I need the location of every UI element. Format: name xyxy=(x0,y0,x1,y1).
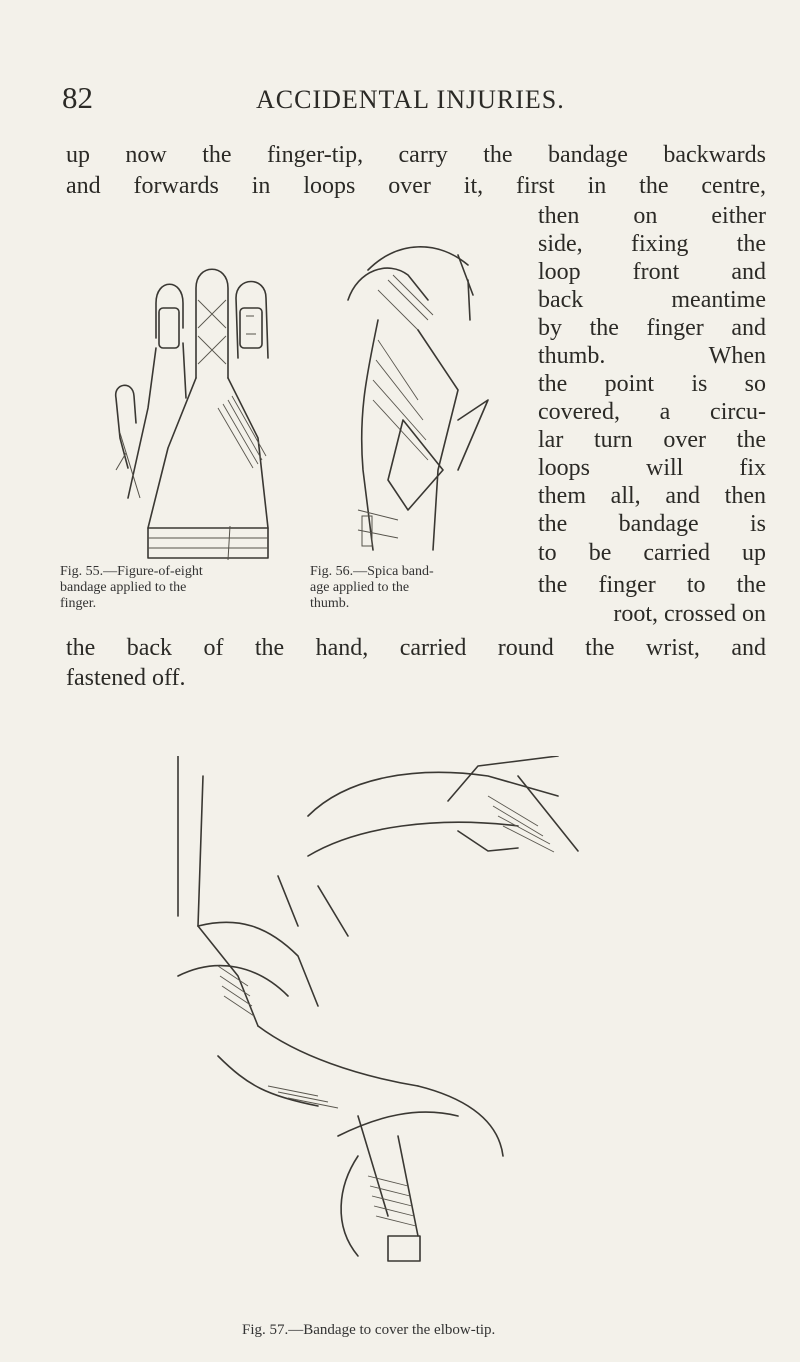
figure-56-caption xyxy=(310,564,535,612)
figure-56-illustration xyxy=(318,220,518,568)
figure-57 xyxy=(158,756,698,1338)
running-head: ACCIDENTAL INJURIES. xyxy=(256,85,565,114)
figure-55-caption-line-1: Fig. 55.—Figure-of-eight xyxy=(60,564,203,579)
figure-57-caption: Fig. 57.—Bandage to cover the elbow-tip. xyxy=(242,1322,496,1338)
figure-56 xyxy=(310,220,518,611)
body-line-closing-2: fastened off. xyxy=(66,665,186,691)
wrap-line-7: the point is so xyxy=(538,371,766,397)
wrap-line-4: back meantime xyxy=(538,287,766,313)
figure-55-caption-line-2: bandage applied to the xyxy=(60,580,187,595)
wrap-line-15: root, crossed on xyxy=(613,601,766,627)
body-line-closing-1: the back of the hand, carried round the wrist, and xyxy=(66,635,766,661)
wrap-line-14: the finger to the xyxy=(538,572,766,598)
figure-55-caption xyxy=(60,564,275,612)
figure-55 xyxy=(60,208,308,611)
wrap-line-2: side, fixing the xyxy=(538,231,766,257)
wrap-line-9: lar turn over the xyxy=(538,427,766,453)
figure-55-caption-line-3: finger. xyxy=(60,596,97,611)
figure-55-illustration xyxy=(68,208,308,566)
figure-56-caption-line-1: Fig. 56.—Spica band- xyxy=(310,564,434,579)
wrap-line-5: by the finger and xyxy=(538,315,766,341)
wrap-line-11: them all, and then xyxy=(538,483,766,509)
wrap-line-6: thumb. When xyxy=(538,343,766,369)
page-header xyxy=(62,80,762,120)
figure-56-caption-line-2: age applied to the xyxy=(310,580,410,595)
body-line-2: and forwards in loops over it, first in the centre, xyxy=(66,173,766,199)
wrap-line-3: loop front and xyxy=(538,259,766,285)
wrap-line-13: to be carried up xyxy=(538,540,766,566)
body-line-1: up now the finger-tip, carry the bandage backwards xyxy=(66,142,766,168)
page-number: 82 xyxy=(62,80,93,115)
wrap-line-1: then on either xyxy=(538,203,766,229)
wrap-line-12: the bandage is xyxy=(538,511,766,537)
wrap-line-8: covered, a circu- xyxy=(538,399,766,425)
figure-57-illustration xyxy=(158,756,698,1276)
wrap-line-10: loops will fix xyxy=(538,455,766,481)
figure-56-caption-line-3: thumb. xyxy=(310,596,350,611)
